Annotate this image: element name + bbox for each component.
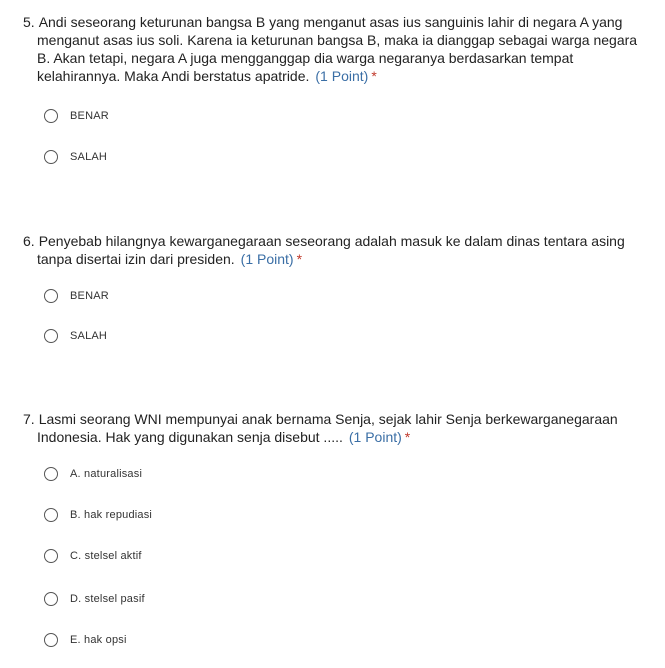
question-5-text <box>23 13 653 85</box>
option-label: BENAR <box>70 110 109 122</box>
question-7-points: (1 Point) <box>348 429 402 445</box>
option-label: SALAH <box>70 151 108 163</box>
question-7-option-e[interactable] <box>44 631 127 649</box>
option-label: SALAH <box>70 330 108 342</box>
question-7-body: Lasmi seorang WNI mempunyai anak bernama Senja, sejak lahir Senja berkewarganegaraan Indonesia. Hak yang digunakan senja disebut ..... <box>37 411 618 445</box>
question-7-option-d[interactable] <box>44 590 145 608</box>
radio-button[interactable] <box>44 592 58 606</box>
question-7-text <box>23 410 653 446</box>
question-6-required-mark: * <box>296 251 303 267</box>
question-7-option-b[interactable] <box>44 506 152 524</box>
option-label: E. hak opsi <box>70 634 127 646</box>
question-5-option-salah[interactable] <box>44 148 107 166</box>
question-7-option-c[interactable] <box>44 547 142 565</box>
question-5-required-mark: * <box>371 68 377 84</box>
question-7-option-a[interactable] <box>44 465 142 483</box>
question-6-points: (1 Point) <box>240 251 294 267</box>
question-6-text <box>23 232 653 268</box>
question-5-body: Andi seseorang keturunan bangsa B yang menganut asas ius sanguinis lahir di negara A yang menganut asas ius soli. Karena ia keturunan bangsa B, maka ia dianggap sebagai warga negara B. Akan tetapi, negara A juga mengganggap dia warga negaranya berdasarkan tempat kelahirannya. Maka Andi berstatus apatride. <box>37 14 638 84</box>
radio-button[interactable] <box>44 109 58 123</box>
radio-button[interactable] <box>44 150 58 164</box>
question-6-body: Penyebab hilangnya kewarganegaraan seseorang adalah masuk ke dalam dinas tentara asing tanpa disertai izin dari presiden. <box>37 233 625 267</box>
radio-button[interactable] <box>44 329 58 343</box>
radio-button[interactable] <box>44 633 58 647</box>
option-label: D. stelsel pasif <box>70 593 145 605</box>
question-6-number: 6. <box>23 233 35 249</box>
option-label: A. naturalisasi <box>70 468 143 480</box>
question-5-points: (1 Point) <box>315 68 369 84</box>
question-6-option-benar[interactable] <box>44 287 109 305</box>
radio-button[interactable] <box>44 467 58 481</box>
question-5-option-benar[interactable] <box>44 107 109 125</box>
radio-button[interactable] <box>44 549 58 563</box>
question-5-number: 5. <box>23 14 35 30</box>
radio-button[interactable] <box>44 289 58 303</box>
option-label: B. hak repudiasi <box>70 509 153 521</box>
question-7-required-mark: * <box>404 429 411 445</box>
option-label: BENAR <box>70 290 109 302</box>
option-label: C. stelsel aktif <box>70 550 142 562</box>
radio-button[interactable] <box>44 508 58 522</box>
question-7-number: 7. <box>23 411 35 427</box>
question-6-option-salah[interactable] <box>44 327 107 345</box>
